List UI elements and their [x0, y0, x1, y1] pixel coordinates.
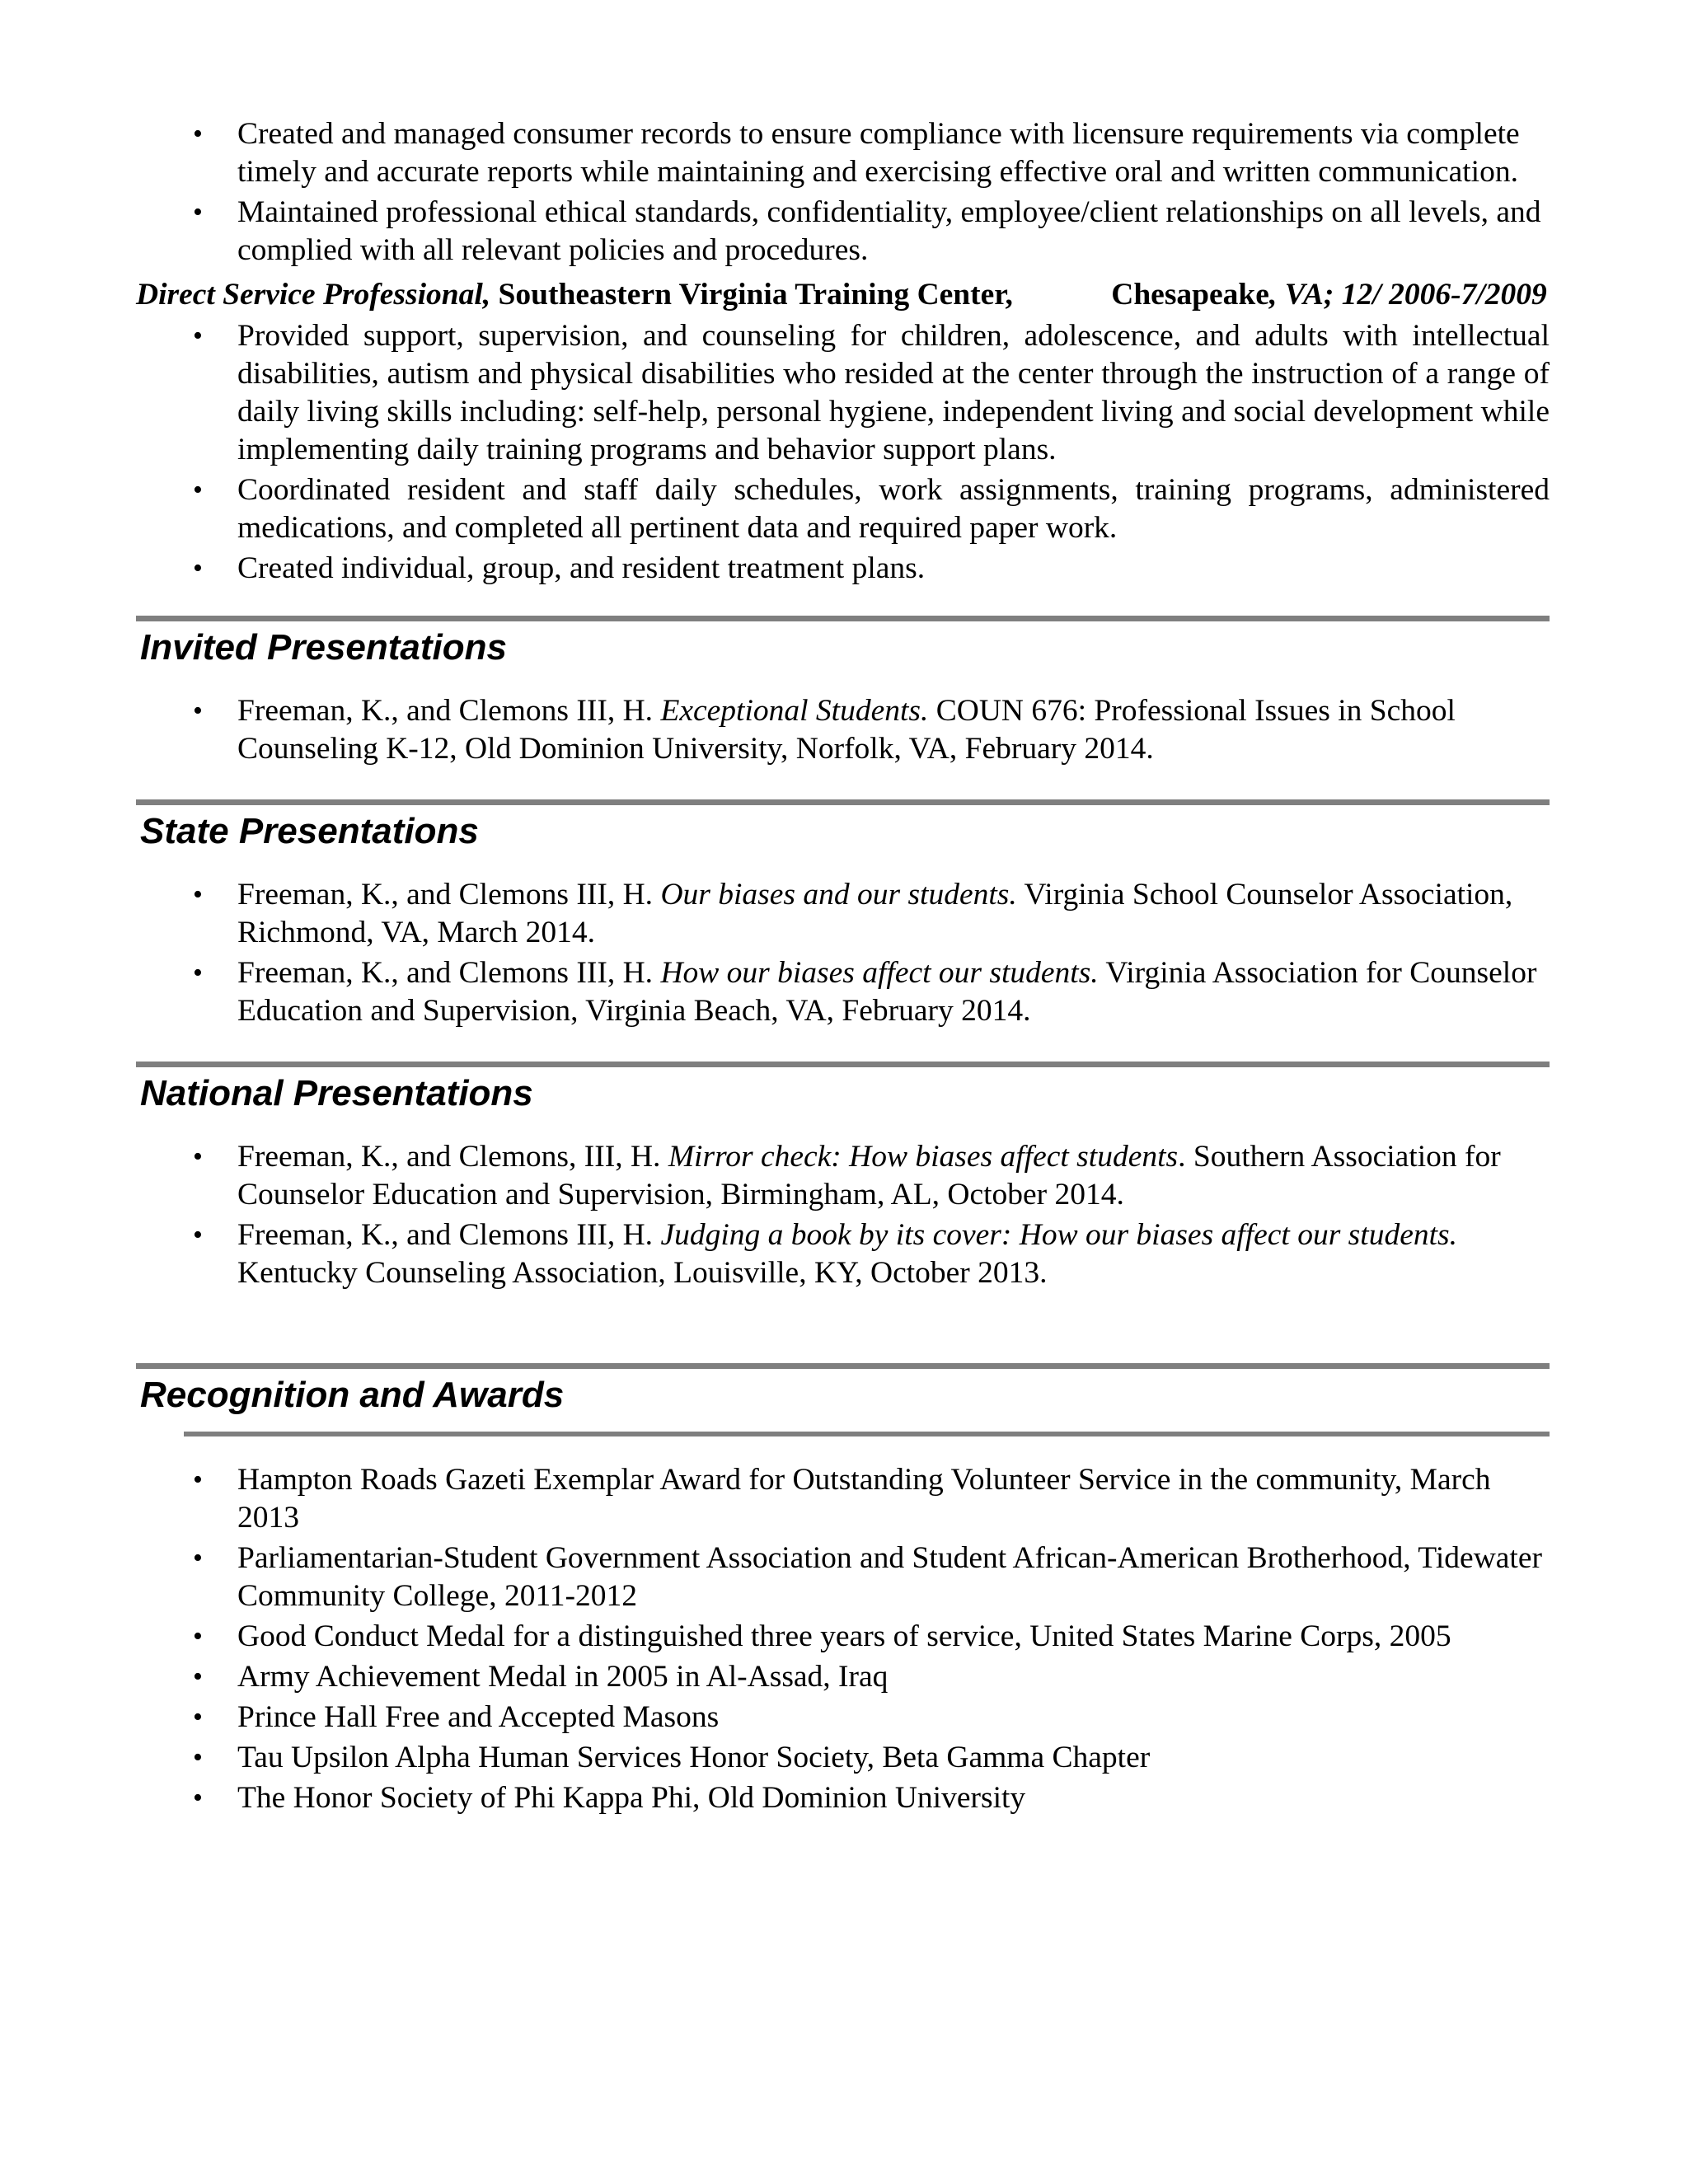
bullet-text: Provided support, supervision, and counseling for children, adolescence, and adults with intellectual disabilities, autism and physical disabilities who resided at the center through the instruction of a range of daily living skills including: self-help, personal hygiene, independent living and social development while implementing daily training programs and behavior support plans.: [237, 319, 1550, 466]
bullet-icon: •: [193, 1465, 203, 1495]
presentation-venue: Virginia School Counselor Association, Richmond, VA, March 2014.: [237, 878, 1513, 949]
presentation-authors: Freeman, K., and Clemons III, H.: [237, 956, 661, 990]
presentation-title: Exceptional Students.: [660, 694, 929, 728]
invited-presentations-list: [136, 692, 1550, 768]
bullet-icon: •: [193, 1783, 203, 1813]
presentation-title: Our biases and our students.: [660, 878, 1017, 912]
award-text: Parliamentarian-Student Government Association and Student African-American Brotherhood, Tidewater Community College, 2011-2012: [237, 1541, 1542, 1613]
bullet-item: [136, 550, 1550, 588]
presentation-item: [136, 954, 1550, 1030]
award-text: Tau Upsilon Alpha Human Services Honor Society, Beta Gamma Chapter: [237, 1741, 1151, 1774]
award-item: [136, 1739, 1550, 1777]
award-text: Good Conduct Medal for a distinguished three years of service, United States Marine Corps, 2005: [237, 1619, 1451, 1653]
bullet-icon: •: [193, 475, 203, 505]
presentation-venue: . Southern Association for Counselor Education and Supervision, Birmingham, AL, October 2014.: [237, 1140, 1501, 1212]
award-item: [136, 1658, 1550, 1696]
bullet-text: Coordinated resident and staff daily schedules, work assignments, training programs, administered medications, and completed all pertinent data and required paper work.: [237, 473, 1550, 545]
job-title: Direct Service Professional,: [136, 278, 491, 312]
presentation-authors: Freeman, K., and Clemons, III, H.: [237, 1140, 668, 1174]
award-item: [136, 1779, 1550, 1817]
section-divider: [136, 799, 1550, 805]
bullet-icon: •: [193, 879, 203, 910]
bullet-icon: •: [193, 1543, 203, 1573]
bullet-icon: •: [193, 119, 203, 149]
section-divider: [136, 1363, 1550, 1369]
presentation-venue: Virginia Association for Counselor Education and Supervision, Virginia Beach, VA, February 2014.: [237, 956, 1537, 1028]
job-employer: Southeastern Virginia Training Center,: [498, 278, 1013, 312]
award-item: [136, 1461, 1550, 1537]
award-item: [136, 1618, 1550, 1656]
resume-page: [136, 115, 1550, 1820]
bullet-item: [136, 317, 1550, 469]
bullet-item: [136, 471, 1550, 547]
bullet-text: Created and managed consumer records to ensure compliance with licensure requirements via complete timely and accurate reports while maintaining and exercising effective oral and written communication.: [237, 117, 1520, 189]
award-item: [136, 1540, 1550, 1615]
bullet-icon: •: [193, 197, 203, 227]
presentation-title: Judging a book by its cover: How our biases affect our students.: [660, 1218, 1457, 1252]
presentation-authors: Freeman, K., and Clemons III, H.: [237, 694, 661, 728]
bullet-icon: •: [193, 958, 203, 988]
bullet-item: [136, 194, 1550, 269]
presentation-item: [136, 876, 1550, 952]
job-heading: [136, 276, 1550, 314]
presentation-authors: Freeman, K., and Clemons III, H.: [237, 1218, 661, 1252]
award-item: [136, 1699, 1550, 1736]
section-divider: [136, 616, 1550, 621]
section-heading-national: National Presentations: [140, 1073, 533, 1113]
job-state-dates: , VA; 12/ 2006-7/2009: [1268, 278, 1547, 312]
presentation-item: [136, 692, 1550, 768]
bullet-icon: •: [193, 1141, 203, 1172]
section-heading-state: State Presentations: [140, 811, 479, 851]
bullet-icon: •: [193, 1742, 203, 1773]
presentation-venue: Kentucky Counseling Association, Louisville, KY, October 2013.: [237, 1256, 1048, 1290]
award-text: Army Achievement Medal in 2005 in Al-Assad, Iraq: [237, 1660, 889, 1694]
bullet-icon: •: [193, 1661, 203, 1692]
presentation-title: How our biases affect our students.: [660, 956, 1099, 990]
bullet-icon: •: [193, 321, 203, 351]
bullet-text: Created individual, group, and resident treatment plans.: [237, 551, 926, 585]
presentation-authors: Freeman, K., and Clemons III, H.: [237, 878, 661, 912]
bullet-icon: •: [193, 553, 203, 583]
awards-sub-divider: [184, 1432, 1550, 1436]
section-divider: [136, 1062, 1550, 1067]
job-city: Chesapeake: [1111, 278, 1269, 312]
bullet-icon: •: [193, 1702, 203, 1732]
award-text: Hampton Roads Gazeti Exemplar Award for Outstanding Volunteer Service in the community, March 2013: [237, 1463, 1491, 1535]
prior-job-bullets: [136, 115, 1550, 269]
bullet-icon: •: [193, 696, 203, 726]
bullet-text: Maintained professional ethical standards, confidentiality, employee/client relationships on all levels, and complied with all relevant policies and procedures.: [237, 195, 1541, 267]
state-presentations-list: [136, 876, 1550, 1030]
awards-list: [136, 1461, 1550, 1817]
presentation-item: [136, 1216, 1550, 1292]
section-heading-invited: Invited Presentations: [140, 627, 508, 668]
award-text: The Honor Society of Phi Kappa Phi, Old Dominion University: [237, 1781, 1026, 1815]
job-bullets: [136, 317, 1550, 588]
bullet-item: [136, 115, 1550, 191]
bullet-icon: •: [193, 1621, 203, 1652]
presentation-venue: COUN 676: Professional Issues in School Counseling K-12, Old Dominion University, Norfolk, VA, February 2014.: [237, 694, 1456, 766]
presentation-title: Mirror check: How biases affect students: [668, 1140, 1179, 1174]
bullet-icon: •: [193, 1220, 203, 1250]
award-text: Prince Hall Free and Accepted Masons: [237, 1700, 720, 1734]
national-presentations-list: [136, 1138, 1550, 1292]
presentation-item: [136, 1138, 1550, 1214]
section-heading-awards: Recognition and Awards: [140, 1375, 565, 1415]
